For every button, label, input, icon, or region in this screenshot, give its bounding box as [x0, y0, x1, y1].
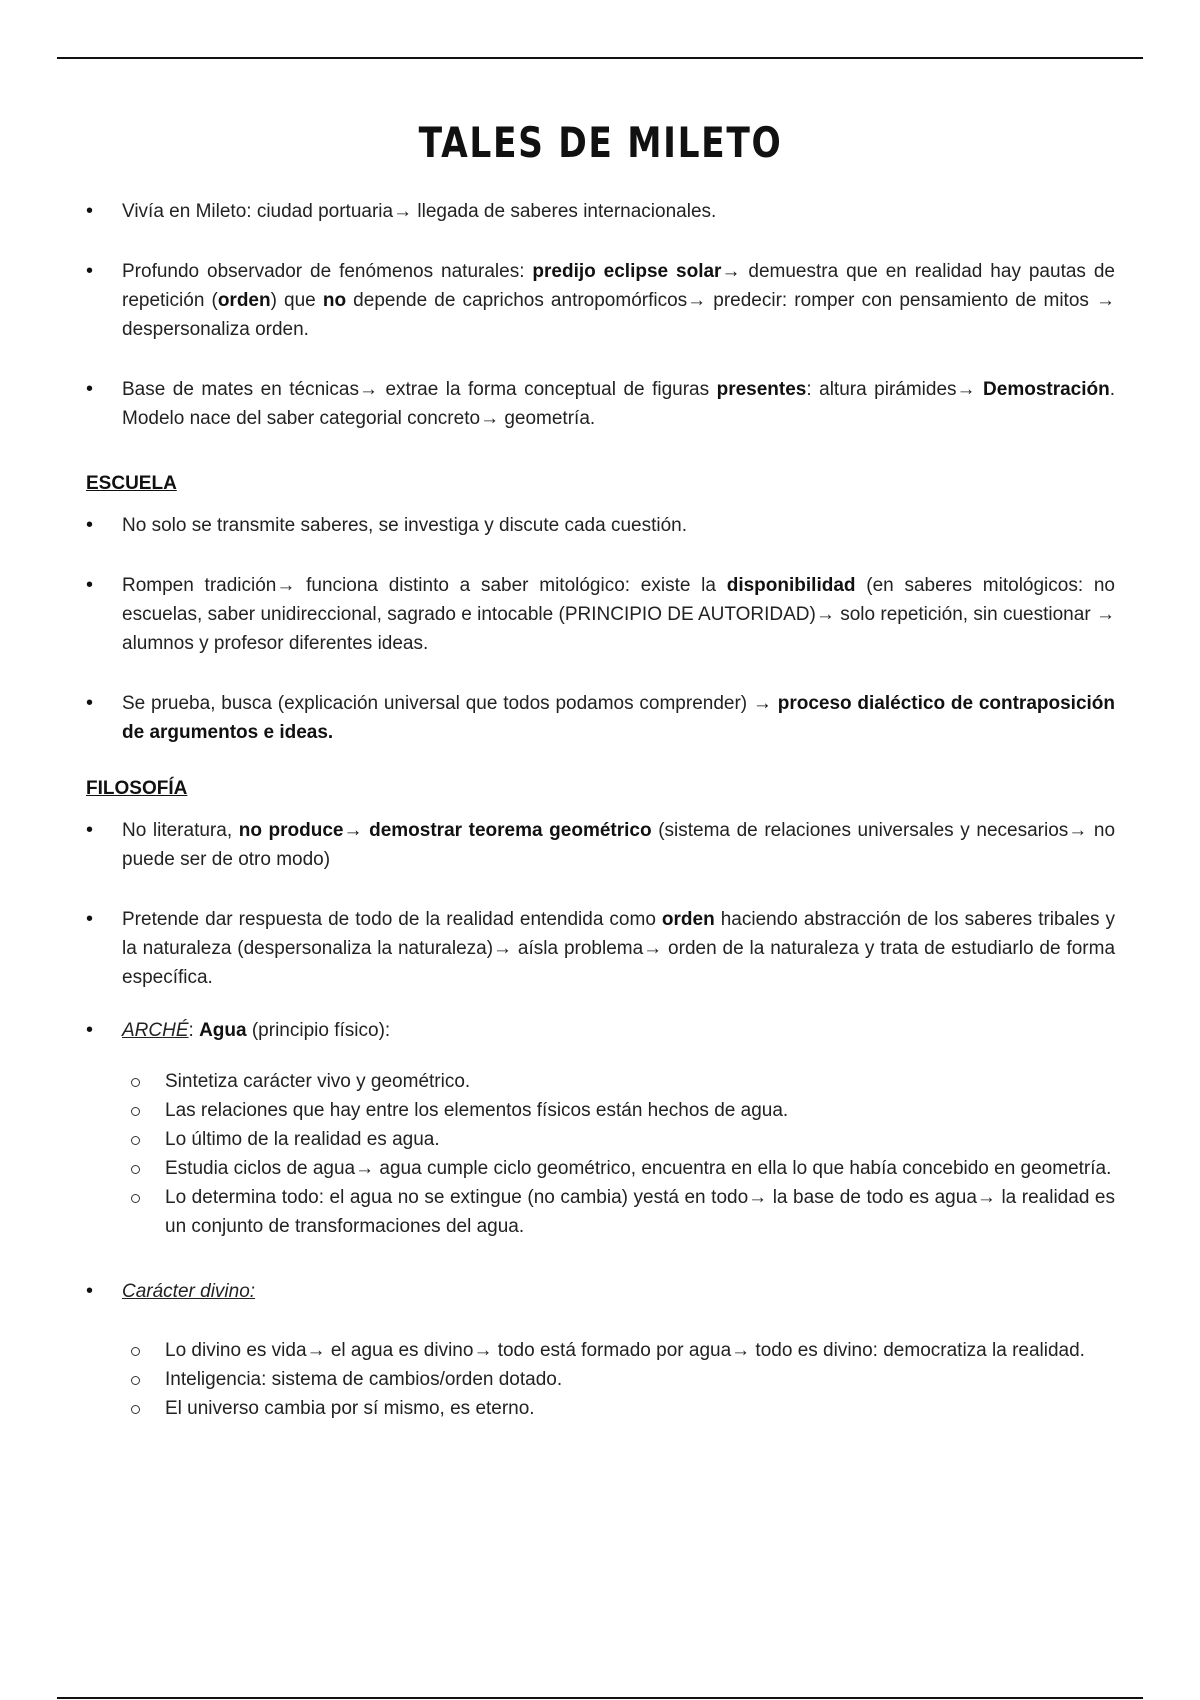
divino-sublist [122, 1336, 1115, 1423]
section-heading-filosofia: FILOSOFÍA [86, 778, 188, 799]
sub-list-item [122, 1096, 1115, 1125]
text-run: Pretende dar respuesta de todo de la realidad entendida como [122, 909, 662, 930]
text-run: llegada de saberes internacionales. [412, 201, 717, 222]
text-run: Las relaciones que hay entre los elementos físicos están hechos de agua. [165, 1100, 789, 1121]
sub-list-item [122, 1125, 1115, 1154]
text-run: → [976, 1187, 996, 1208]
text-run: → [815, 604, 835, 625]
text-run: → [493, 938, 513, 959]
text-run: demuestra que en realidad hay pautas de repetición ( [122, 261, 1115, 311]
text-run: (en saberes mitológicos: no escuelas, saber unidireccional, sagrado e intocable (PRINCIPIO DE AUTORIDAD) [122, 575, 1116, 625]
text-run: → [687, 290, 707, 311]
sub-list-item [122, 1394, 1115, 1423]
text-run: Lo divino es vida [165, 1340, 307, 1361]
text-run: : altura pirámides [806, 379, 957, 400]
text-run: orden de la naturaleza y trata de estudiarlo de forma específica. [122, 938, 1116, 988]
text-run: haciendo abstracción de los saberes tribales y la naturaleza (despersonaliza la naturaleza) [122, 909, 1115, 959]
text-run: Base de mates en técnicas [122, 379, 359, 400]
bottom-rule [57, 1697, 1143, 1699]
text-run: orden [661, 909, 715, 930]
text-run: Se prueba, busca (explicación universal que todos podamos comprender) [122, 693, 753, 714]
text-run: la realidad es un conjunto de transformaciones del agua. [165, 1187, 1116, 1237]
filosofia-list [86, 816, 1115, 1423]
list-item-divino [86, 1277, 1115, 1423]
sub-list-item [122, 1336, 1115, 1365]
text-run: → [306, 1340, 326, 1361]
text-run: el agua es divino [325, 1340, 474, 1361]
sub-list-item [122, 1154, 1115, 1183]
list-item [86, 689, 1115, 747]
list-item [86, 197, 1115, 226]
text-run: despersonaliza orden. [122, 319, 309, 340]
text-run: → [358, 379, 378, 400]
list-item [86, 257, 1115, 344]
text-run: Vivía en Mileto: ciudad portuaria [122, 201, 394, 222]
text-run: presentes [716, 379, 807, 400]
text-run: proceso dialéctico de contraposición de argumentos e ideas. [122, 693, 1116, 743]
text-run: predijo eclipse solar [532, 261, 722, 282]
text-run: → [752, 693, 772, 714]
text-run: . Modelo nace del saber categorial concreto [122, 379, 1116, 429]
text-run: Lo último de la realidad es agua. [165, 1129, 440, 1150]
text-run: alumnos y profesor diferentes ideas. [122, 633, 429, 654]
sub-list-item [122, 1183, 1115, 1241]
text-run: Lo determina todo: el agua no se extingue (no cambia) yestá en todo [165, 1187, 749, 1208]
text-run: depende de caprichos antropomórficos [346, 290, 688, 311]
text-run: → [393, 201, 413, 222]
text-run: funciona distinto a saber mitológico: existe la [295, 575, 727, 596]
text-run: agua cumple ciclo geométrico, encuentra en ella lo que había concebido en geometría. [374, 1158, 1112, 1179]
text-run: → [956, 379, 976, 400]
text-run: Sintetiza carácter vivo y geométrico. [165, 1071, 471, 1092]
text-run: no puede ser de otro modo) [122, 820, 1116, 870]
text-run: → [343, 820, 363, 841]
text-run: (principio físico): [246, 1020, 391, 1041]
text-run: la base de todo es agua [767, 1187, 977, 1208]
text-run [976, 379, 984, 400]
list-item [86, 816, 1115, 874]
text-run: No literatura, [122, 820, 239, 841]
list-item [86, 375, 1115, 433]
arche-label: ARCHÉ [122, 1020, 189, 1041]
text-run: No solo se transmite saberes, se investiga y discute cada cuestión. [122, 515, 688, 536]
text-run: todo está formado por agua [492, 1340, 732, 1361]
text-run: → [276, 575, 296, 596]
text-run: → [748, 1187, 768, 1208]
text-run: no produce [238, 820, 344, 841]
text-run: Inteligencia: sistema de cambios/orden dotado. [165, 1369, 563, 1390]
text-run: → [355, 1158, 375, 1179]
text-run: El universo cambia por sí mismo, es eterno. [165, 1398, 535, 1419]
text-run: → [643, 938, 663, 959]
text-run: → [473, 1340, 493, 1361]
text-run: (sistema de relaciones universales y necesarios [651, 820, 1069, 841]
text-run: geometría. [499, 408, 596, 429]
text-run: orden [217, 290, 271, 311]
text-run: ) que [270, 290, 323, 311]
page-title: TALES DE MILETO [418, 118, 783, 167]
text-run: → [721, 261, 741, 282]
text-run: → [480, 408, 500, 429]
text-run: todo es divino: democratiza la realidad. [750, 1340, 1085, 1361]
text-run: disponibilidad [726, 575, 856, 596]
list-item [86, 571, 1115, 658]
text-run: aísla problema [512, 938, 644, 959]
text-run: no [322, 290, 347, 311]
list-item-arche [86, 1016, 1115, 1241]
text-run: : [188, 1020, 200, 1041]
arche-sublist [122, 1067, 1115, 1241]
text-run: extrae la forma conceptual de figuras [377, 379, 717, 400]
divino-label: Carácter divino: [122, 1281, 256, 1302]
text-run: → [1096, 290, 1115, 311]
sub-list-item [122, 1365, 1115, 1394]
text-run: → [1068, 820, 1088, 841]
text-run: demostrar teorema geométrico [369, 820, 652, 841]
document-page [86, 118, 1115, 1454]
text-run: Profundo observador de fenómenos naturales: [122, 261, 533, 282]
text-run: predecir: romper con pensamiento de mitos [706, 290, 1096, 311]
list-item [86, 511, 1115, 540]
text-run: → [1095, 604, 1115, 625]
top-rule [57, 57, 1143, 59]
section-heading-escuela: ESCUELA [86, 473, 177, 494]
sub-list-item [122, 1067, 1115, 1096]
text-run: Rompen tradición [122, 575, 277, 596]
escuela-list [86, 511, 1115, 747]
text-run: Agua [199, 1020, 247, 1041]
text-run: Demostración [983, 379, 1110, 400]
text-run: Estudia ciclos de agua [165, 1158, 356, 1179]
text-run: solo repetición, sin cuestionar [834, 604, 1096, 625]
list-item [86, 905, 1115, 992]
intro-list [86, 197, 1115, 433]
text-run: → [731, 1340, 751, 1361]
